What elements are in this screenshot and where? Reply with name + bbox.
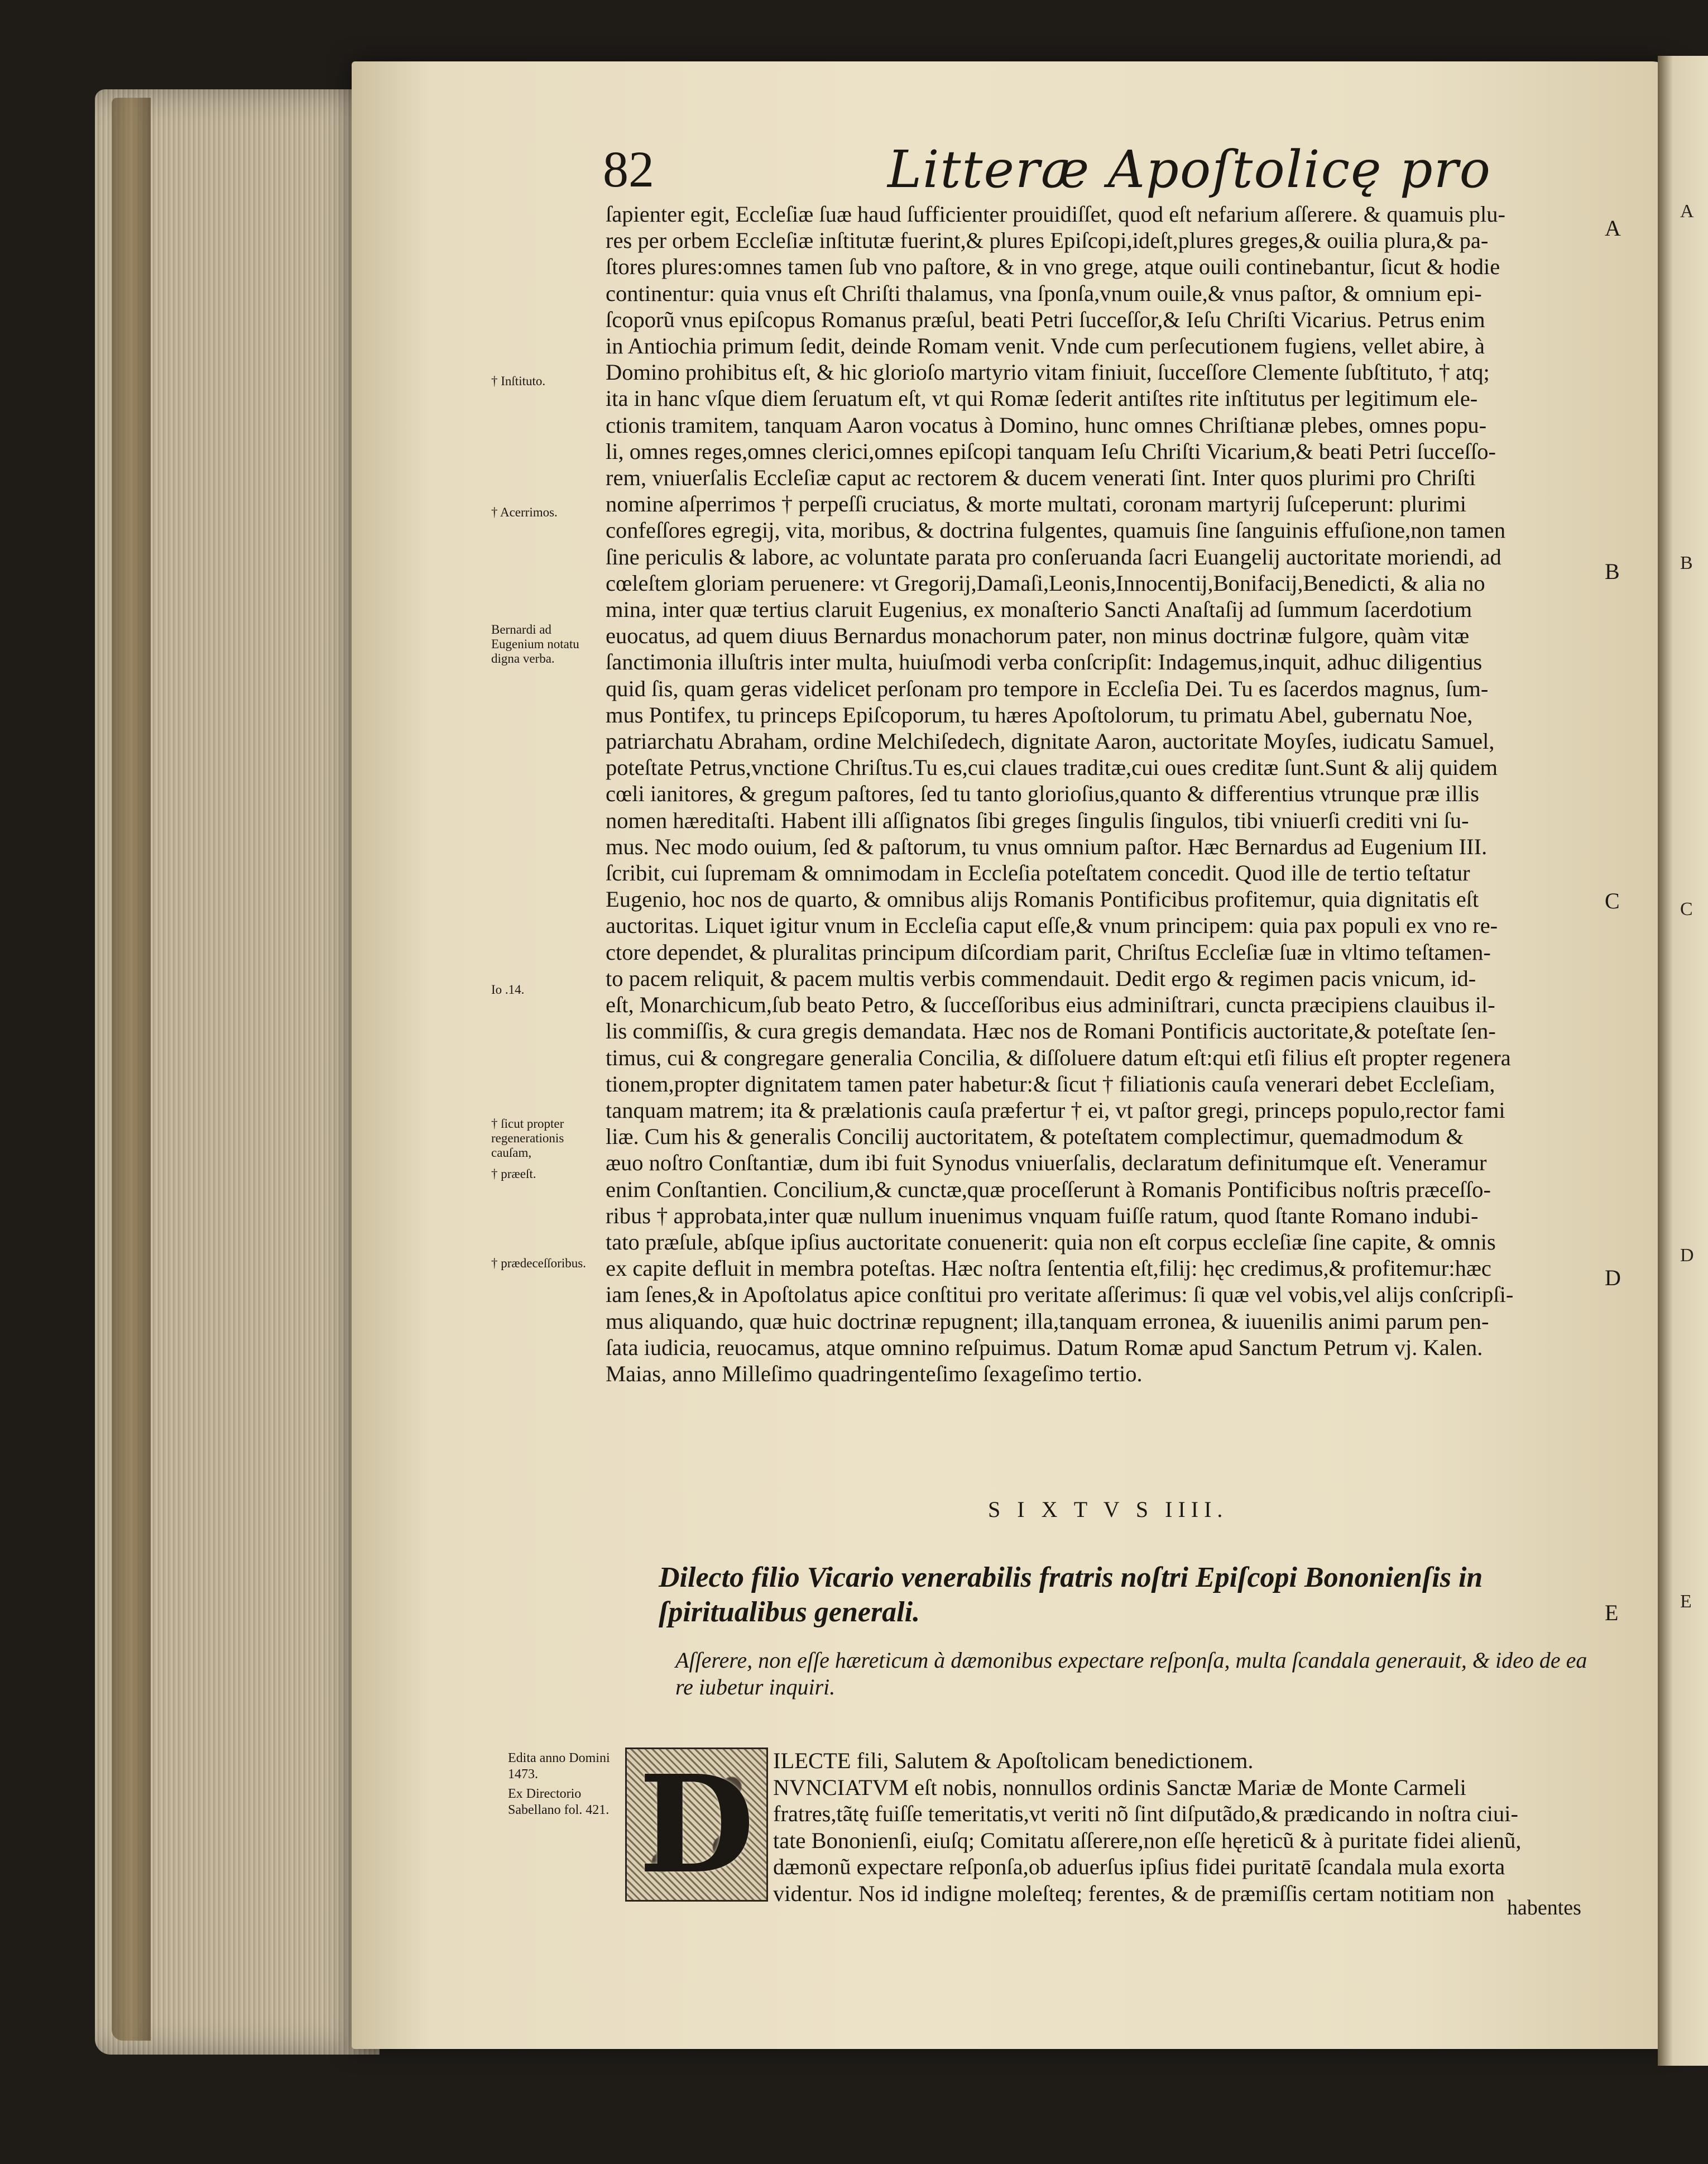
text-line: tionem,propter dignitatem tamen pater habetur:& ſicut † filiationis cauſa venerari debet Eccleſiam, (606, 1071, 1495, 1097)
margin-note-bernardi: Bernardi ad Eugenium notatu digna verba. (491, 623, 579, 666)
letter-line: tate Bononienſi, eiuſq; Comitatu aſſerere,non eſſe hęreticũ & à puritate fidei alienũ, (773, 1827, 1522, 1853)
section-letter-a: A (1605, 216, 1621, 241)
letter-line: NVNCIATVM eſt nobis, nonnullos ordinis Sanctæ Mariæ de Monte Carmeli (773, 1774, 1466, 1800)
text-line: ſata iudicia, reuocamus, atque omnino reſpuimus. Datum Romæ apud Sanctum Petrum vj. Kalen. (606, 1334, 1483, 1360)
text-line: res per orbem Eccleſiæ inſtitutæ fuerint,& plures Epiſcopi,ideſt,plures greges,& ouilia plura,& pa- (606, 228, 1489, 253)
section-letter-b: B (1605, 559, 1620, 584)
text-line: Eugenio, hoc nos de quarto, & omnibus alijs Romanis Pontificibus profitemur, quia dignitatis eſt (606, 887, 1479, 912)
text-line: cœleſtem gloriam peruenere: vt Gregorij,Damaſi,Leonis,Innocentij,Bonifacij,Benedicti, & alia no (606, 570, 1485, 596)
page-number: 82 (603, 141, 654, 198)
edition-note-source: Ex Directorio Sabellano fol. 421. (508, 1787, 610, 1817)
section-letter-d: D (1605, 1265, 1621, 1290)
text-line: ſcoporũ vnus epiſcopus Romanus præſul, beati Petri ſucceſſor,& Ieſu Chriſti Vicarius. Petrus enim (606, 307, 1485, 332)
text-line: li, omnes reges,omnes clerici,omnes epiſcopi tanquam Ieſu Chriſti Vicarium,& beati Petri ſucceſſo- (606, 438, 1496, 464)
section-letter-c: C (1605, 888, 1620, 913)
text-line: ſapienter egit, Eccleſiæ ſuæ haud ſufficienter prouidiſſet, quod eſt nefarium aſſerere. & quamuis plu- (606, 202, 1505, 227)
text-line: eſt, Monarchicum,ſub beato Petro, & ſucceſſoribus eius adminiſtrari, cuncta præcipiens clauibus il- (606, 992, 1495, 1018)
text-line: liæ. Cum his & generalis Concilij auctoritatem, & poteſtatem complectimur, quemadmodum & (606, 1124, 1464, 1150)
margin-note-ioan: Io .14. (491, 983, 525, 997)
text-line: tanquam matrem; ita & prælationis cauſa præfertur † ei, vt paſtor gregi, princeps populo,rector fami (606, 1097, 1505, 1123)
text-line: continentur: quia vnus eſt Chriſti thalamus, vna ſponſa,vnum ouile,& vnus paſtor, & omnium epi- (606, 280, 1482, 306)
letter-line: ILECTE fili, Salutem & Apoſtolicam benedictionem. (773, 1748, 1254, 1773)
text-line: ſine periculis & labore, ac voluntate parata pro conſeruanda ſacri Euangelij auctoritate moriendi, ad (606, 544, 1501, 569)
text-line: auctoritas. Liquet igitur vnum in Eccleſia caput eſſe,& vnum principem: quia pax populi ex vno re- (606, 913, 1498, 939)
section-letter-e: E (1605, 1600, 1619, 1625)
text-line: nomine aſperrimos † perpeſſi cruciatus, & morte multati, coronam martyrij ſuſceperunt: plurimi (606, 491, 1466, 517)
next-page-mark: B (1680, 553, 1693, 573)
text-line: Domino prohibitus eſt, & hic glorioſo martyrio vitam finiuit, ſucceſſore Clemente ſubſtituto, † atq; (606, 360, 1490, 385)
text-line: lis commiſſis, & cura gregis demandata. Hæc nos de Romani Pontificis auctoritate,& poteſtate ſen- (606, 1018, 1496, 1044)
decorated-initial (625, 1748, 768, 1902)
text-line: rem, vniuerſalis Eccleſiæ caput ac rectorem & ducem venerati ſint. Inter quos plurimi pro Chriſti (606, 465, 1476, 491)
next-page-edge (1658, 56, 1708, 2066)
text-line: ctionis tramitem, tanquam Aaron vocatus à Domino, hunc omnes Chriſtianæ plebes, omnes popu- (606, 412, 1487, 438)
text-line: mus Pontifex, tu princeps Epiſcoporum, tu hæres Apoſtolorum, tu primatu Abel, gubernatu Noe, (606, 702, 1473, 727)
edition-notes (508, 1750, 620, 1818)
text-line: cœli ianitores, & gregum paſtores, ſed tu tanto glorioſius,quanto & differentius vtrunque præ illis (606, 781, 1479, 807)
text-line: ctore dependet, & pluralitas principum diſcordiam parit, Chriſtus Eccleſiæ ſuæ in vltimo teſtamen- (606, 939, 1491, 965)
margin-note-praedecessoribus: † prædeceſſoribus. (491, 1256, 586, 1270)
edition-note-date: Edita anno Domini 1473. (508, 1751, 610, 1782)
initial-letter: D (638, 1746, 755, 1903)
next-page-mark: A (1680, 201, 1694, 222)
text-line: in Antiochia primum ſedit, deinde Romam venit. Vnde cum perſecutionem fugiens, vellet abire, à (606, 333, 1485, 359)
running-head (603, 140, 1585, 201)
text-line: æuo noſtro Conſtantiæ, dum ibi fuit Synodus vniuerſalis, declaratum definitumque eſt. Veneramur (606, 1150, 1487, 1176)
text-line: euocatus, ad quem diuus Bernardus monachorum pater, non minus doctrinæ fulgore, quàm vitæ (606, 623, 1470, 649)
text-line: enim Conſtantien. Concilium,& cunctæ,quæ proceſſerunt à Romanis Pontificibus noſtris præceſſo- (606, 1176, 1491, 1202)
text-line: mus aliquando, quæ huic doctrinæ repugnent; illa,tanquam erronea, & iuuenilis animi parum pen- (606, 1308, 1489, 1334)
letter-line: dæmonũ expectare reſponſa,ob aduerſus ipſius fidei puritatē ſcandala mula exorta (773, 1854, 1505, 1879)
text-line: Maias, anno Milleſimo quadringenteſimo ſexageſimo tertio. (606, 1361, 1143, 1386)
next-page-mark: E (1680, 1591, 1692, 1612)
text-line: ſtores plures:omnes tamen ſub vno paſtore, & in vno grege, atque ouili continebantur, ſicut & hodie (606, 254, 1500, 280)
text-line: confeſſores egregij, vita, moribus, & doctrina fulgentes, quamuis ſine ſanguinis effuſione,non tamen (606, 518, 1506, 543)
text-line: patriarchatu Abraham, ordine Melchiſedech, dignitate Aaron, auctoritate Moyſes, iudicatu Samuel, (606, 729, 1495, 754)
text-line: mina, inter quæ tertius claruit Eugenius, ex monaſterio Sancti Anaſtaſij ad ſummum ſacerdotium (606, 597, 1472, 623)
catchword: habentes (1507, 1896, 1581, 1919)
text-line: ribus † approbata,inter quæ nullum inuenimus vnquam fuiſſe ratum, quod ſtante Romano indubi- (606, 1203, 1479, 1228)
next-page-mark: D (1680, 1245, 1694, 1266)
running-title: Litteræ Apoſtolicę pro (887, 140, 1492, 199)
letter-summary: Aſſerere, non eſſe hæreticum à dæmonibus expectare reſponſa, multa ſcandala generauit, & ideo de ea re iubetur inquiri. (675, 1648, 1587, 1699)
next-page-mark: C (1680, 899, 1693, 920)
text-line: ſanctimonia illuſtris inter multa, huiuſmodi verba conſcripſit: Indagemus,inquit, adhuc diligentius (606, 649, 1482, 675)
letter-line: fratres,tãtę fuiſſe temeritatis,vt veriti nõ ſint diſputãdo,& prædicando in noſtra ciui- (773, 1801, 1519, 1826)
text-line: mus. Nec modo ouium, ſed & paſtorum, tu vnus omnium paſtor. Hæc Bernardus ad Eugenium III. (606, 834, 1488, 859)
text-line: ſcribit, cui ſupremam & omnimodam in Eccleſia poteſtatem concedit. Quod ille de tertio teſtatur (606, 860, 1470, 886)
letter-addressee: Dilecto filio Vicario venerabilis fratris noſtri Epiſcopi Bononienſis in ſpiritualibus generali. (659, 1562, 1483, 1628)
text-line: nomen hæreditaſti. Habent illi aſſignatos ſibi greges ſingulis ſingulos, tibi vniuerſi crediti vni ſu- (606, 807, 1469, 833)
margin-note-acerrimos: † Acerrimos. (491, 505, 558, 519)
margin-note-praeest: † præeſt. (491, 1167, 536, 1181)
book-spine (112, 98, 151, 2041)
text-line: to pacem reliquit, & pacem multis verbis commendauit. Dedit ergo & regimen pacis vnicum, id- (606, 965, 1476, 991)
section-heading: S I X T V S IIII. (988, 1497, 1229, 1522)
text-line: ex capite defluit in membra poteſtas. Hæc noſtra ſententia eſt,filij: hęc credimus,& profitemur:hæc (606, 1256, 1491, 1281)
letter-line: videntur. Nos id indigne moleſteq; ferentes, & de præmiſſis certam notitiam non (773, 1880, 1495, 1906)
letter-text (773, 1748, 1599, 1907)
margin-note-sicut: † ſicut propter regenerationis cauſam, (491, 1117, 564, 1160)
text-line: timus, cui & congregare generalia Concilia, & diſſoluere datum eſt:qui etſi filius eſt propter regenera (606, 1045, 1511, 1070)
body-text (606, 201, 1594, 1387)
margin-note-instituto: † Inſtituto. (491, 374, 546, 388)
text-line: tato præſule, abſque ipſius auctoritate conuenerit: quia non eſt corpus eccleſiæ ſine capite, & omnis (606, 1229, 1496, 1255)
text-line: quid ſis, quam geras videlicet perſonam pro tempore in Eccleſia Dei. Tu es ſacerdos magnus, ſum- (606, 676, 1489, 701)
text-line: ita in hanc vſque diem ſeruatum eſt, vt qui Romæ ſederit antiſtes rite inſtitutus per legitimum ele- (606, 386, 1478, 411)
text-line: iam ſenes,& in Apoſtolatus apice conſtitui pro veritate aſſerimus: ſi quæ vel vobis,vel alijs conſcripſi- (606, 1282, 1514, 1308)
text-line: poteſtate Petrus,vnctione Chriſtus.Tu es,cui claues traditæ,cui oues creditæ ſunt.Sunt & alij quidem (606, 755, 1498, 781)
